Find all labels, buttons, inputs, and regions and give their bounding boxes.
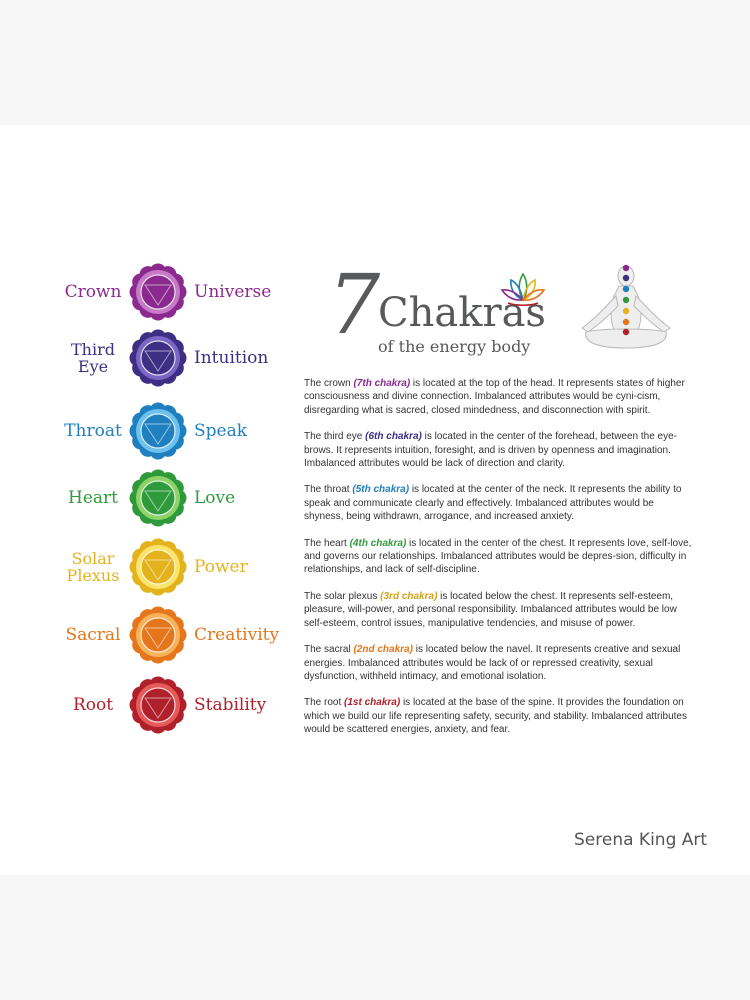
description-text: is located at the top of the head. It represents states of higher consciousness and divine connection. Imbalanced attributes would be cyni-cism, disregarding what is sacred, closed mindedness, and disconnection with spirit. — [304, 378, 685, 416]
chakra-name: Root — [72, 694, 114, 715]
description-text: The throat — [304, 484, 353, 496]
chakra-number-tag: (5th chakra) — [352, 484, 410, 496]
chakra-description — [304, 696, 696, 736]
description-text: is located at the base of the spine. It provides the foundation on which we build our life representing safety, security, and stability. Imbalanced attributes would be scattered energies, anxiety, and fear. — [304, 697, 687, 736]
chakra-description — [304, 377, 696, 417]
description-text: is located in the center of the forehead, between the eye-brows. It represents intuition, foresight, and is driven by openness and imagination. Imbalanced attributes would be lack of direction and clarity. — [304, 431, 678, 470]
meditator-chakra-dot — [623, 275, 629, 281]
chakra-symbol-icon — [127, 400, 189, 462]
chakra-quality: Stability — [194, 694, 267, 715]
description-text: The root — [304, 697, 345, 709]
chakra-symbol-icon — [127, 536, 189, 598]
meditator-chakra-dot — [623, 329, 629, 335]
chakra-name: Solar Plexus — [66, 549, 120, 585]
chakra-name: Throat — [64, 420, 122, 441]
description-text: The crown — [304, 378, 354, 389]
chakra-row — [0, 536, 290, 598]
chakra-description — [304, 483, 696, 523]
chakra-symbol-icon — [127, 327, 189, 389]
chakra-quality: Intuition — [194, 347, 269, 368]
title-subtitle: of the energy body — [378, 337, 531, 356]
chakra-description — [304, 643, 696, 683]
title-number: 7 — [328, 258, 381, 353]
chakra-row — [0, 674, 290, 736]
meditator-chakra-dot — [623, 265, 629, 271]
description-text: The solar plexus — [304, 590, 381, 602]
chakra-quality: Speak — [194, 420, 248, 441]
description-text: is located below the chest. It represents self-esteem, pleasure, will-power, and personal responsibility. Imbalanced attributes would be low self-esteem, control issues, manipulative tendencies, and misuse of power. — [304, 590, 677, 629]
chakra-number-tag: (4th chakra) — [349, 537, 407, 549]
chakra-row — [0, 604, 290, 666]
description-text: is located below the navel. It represents creative and sexual energies. Imbalanced attributes would be lack of or repressed creativity, sexual dysfunction, withheld intimacy, and emotional isolation. — [304, 644, 681, 682]
chakra-quality: Creativity — [194, 624, 280, 645]
chakra-row — [0, 327, 290, 389]
chakra-symbol-icon — [127, 261, 189, 323]
descriptions-panel — [304, 377, 696, 750]
chakra-number-tag: (7th chakra) — [353, 378, 411, 389]
description-text: is located in the center of the chest. It represents love, self-love, and governs our relationships. Imbalanced attributes would be depres-sion, difficulty in relationships, and lack of self-discipline. — [304, 537, 692, 576]
meditator-chakra-dot — [623, 308, 629, 314]
chakra-name: Third Eye — [71, 340, 115, 376]
artist-signature: Serena King Art — [574, 830, 708, 850]
chakra-symbol-icon — [127, 467, 189, 529]
chakra-row — [0, 467, 290, 529]
chakra-row — [0, 261, 290, 323]
chakra-description — [304, 430, 696, 470]
description-text: The heart — [304, 537, 350, 549]
chakra-name: Sacral — [65, 624, 121, 645]
description-text: The sacral — [304, 644, 354, 656]
chakra-symbol-icon — [127, 604, 189, 666]
chakra-description — [304, 590, 696, 630]
title-word: Chakras — [378, 290, 546, 336]
chakra-quality: Universe — [194, 281, 272, 302]
meditator-chakra-dot — [623, 297, 629, 303]
chakra-symbol-icon — [127, 674, 189, 736]
chakra-number-tag: (3rd chakra) — [380, 590, 438, 602]
chakra-row — [0, 400, 290, 462]
chakra-number-tag: (6th chakra) — [365, 431, 422, 443]
chakra-name: Heart — [68, 487, 118, 508]
meditator-chakra-dot — [623, 319, 629, 325]
meditator-icon — [572, 262, 680, 358]
description-text: The third eye — [304, 431, 366, 443]
chakra-description — [304, 537, 696, 577]
chakra-number-tag: (1st chakra) — [344, 697, 401, 709]
description-text: is located at the center of the neck. It represents the ability to speak and communicate clearly and effectively. Imbalanced attributes would be shyness, being withdrawn, arrogance, and increased anxiety. — [304, 484, 682, 523]
meditator-chakra-dot — [623, 286, 629, 292]
chakra-quality: Love — [194, 487, 236, 508]
lotus-icon — [500, 270, 546, 308]
chakra-number-tag: (2nd chakra) — [353, 644, 413, 656]
chakra-name: Crown — [64, 281, 122, 302]
chakra-quality: Power — [194, 556, 248, 577]
